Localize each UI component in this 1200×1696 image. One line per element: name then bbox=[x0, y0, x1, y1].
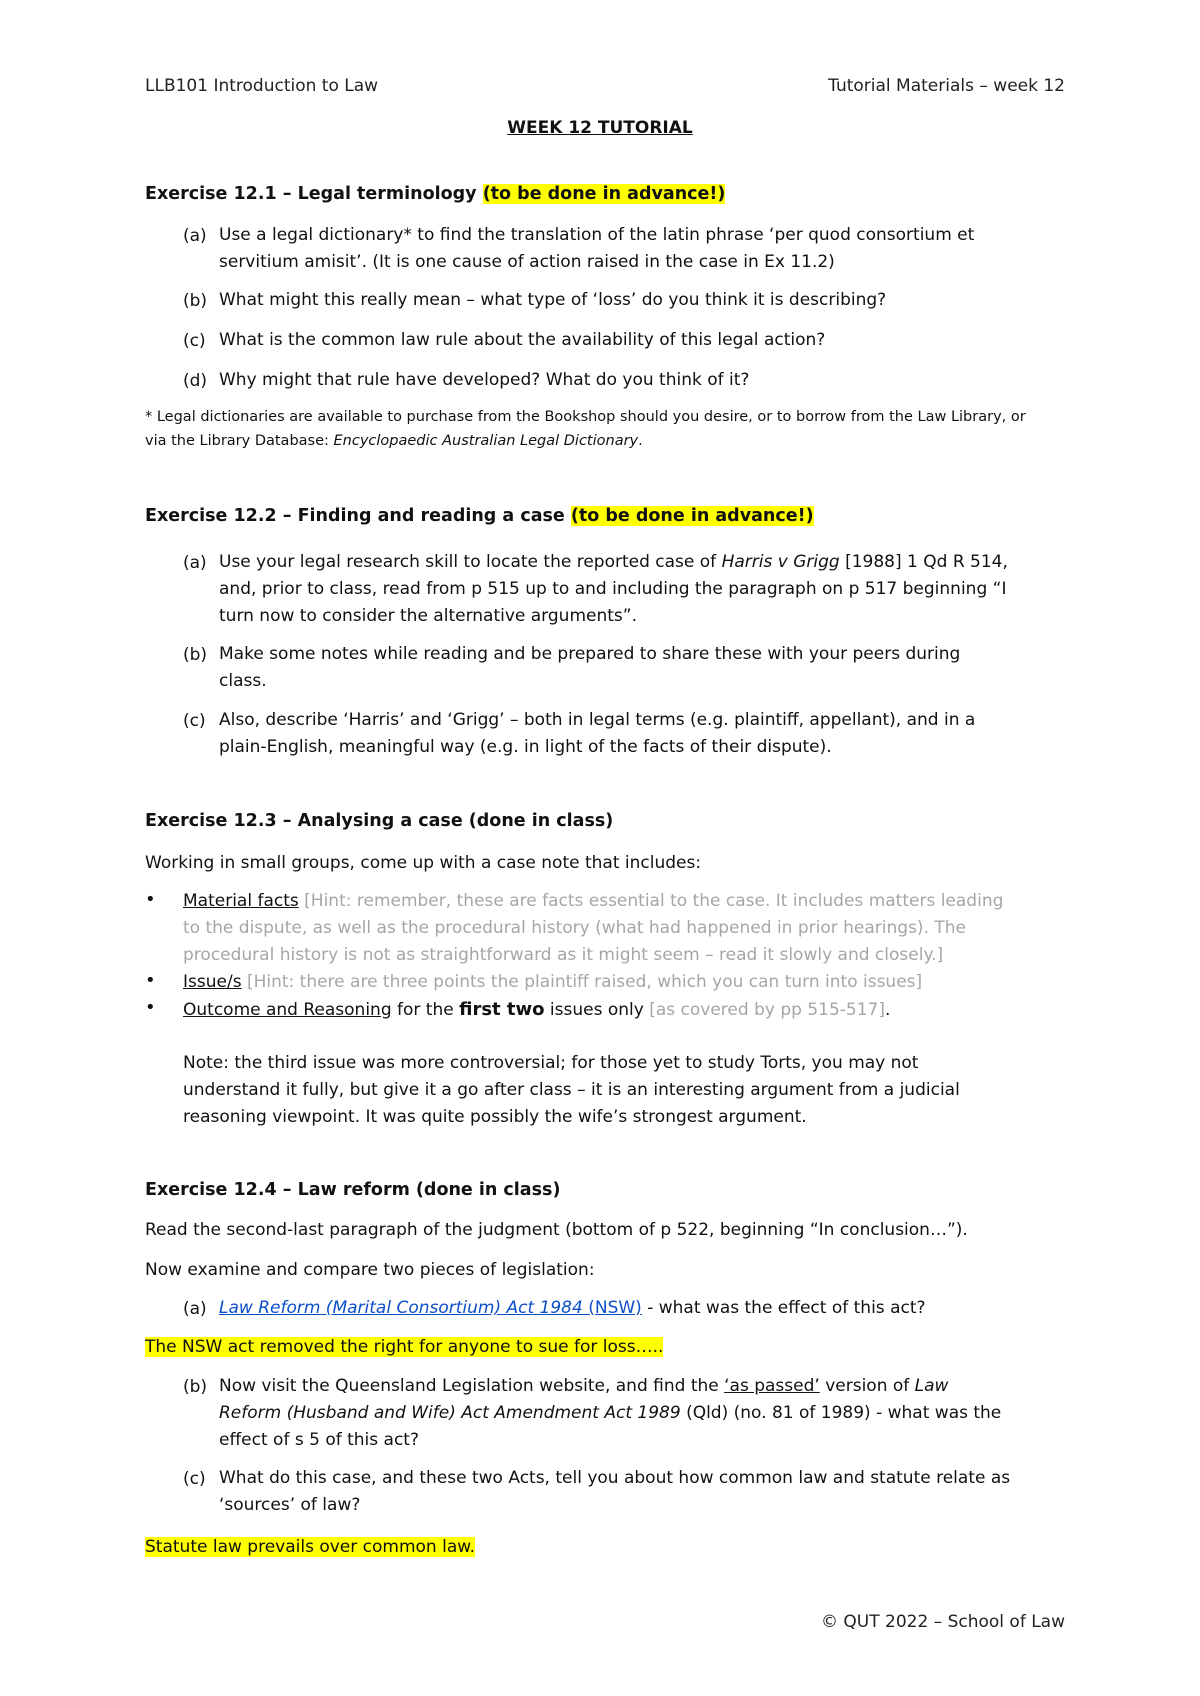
ex2-c-line1: Also, describe ‘Harris’ and ‘Grigg’ – both in legal terms (e.g. plaintiff, appellant), and in a bbox=[219, 710, 976, 730]
ex3-bullet2 bbox=[183, 969, 922, 996]
ex2-a-text: Use your legal research skill to locate the reported case of bbox=[219, 552, 722, 572]
exercise-12-1-title: Exercise 12.1 – Legal terminology bbox=[145, 184, 483, 204]
ex4-c-label: (c) bbox=[183, 1469, 206, 1489]
highlighted-answer: Statute law prevails over common law. bbox=[145, 1537, 475, 1557]
ex3-note-line2: understand it fully, but give it a go after class – it is an interesting argument from a judicial bbox=[183, 1080, 960, 1100]
ex1-d-line: Why might that rule have developed? What do you think of it? bbox=[219, 370, 750, 390]
exercise-12-3-heading: Exercise 12.3 – Analysing a case (done in class) bbox=[145, 811, 614, 831]
outcome-reasoning-label: Outcome and Reasoning bbox=[183, 1000, 392, 1020]
ex2-b-line2: class. bbox=[219, 671, 267, 691]
bullet-icon: • bbox=[145, 970, 156, 991]
case-name: Harris v Grigg bbox=[721, 552, 840, 572]
exercise-12-4-heading: Exercise 12.4 – Law reform (done in class) bbox=[145, 1180, 561, 1200]
ex4-b-line2 bbox=[219, 1400, 1001, 1427]
ex1-d-label: (d) bbox=[183, 371, 208, 391]
ex2-a-line3: turn now to consider the alternative arguments”. bbox=[219, 606, 637, 626]
exercise-12-2-heading bbox=[145, 506, 814, 526]
ex2-b-line1: Make some notes while reading and be prepared to share these with your peers during bbox=[219, 644, 961, 664]
ex2-a-line1 bbox=[219, 549, 1008, 576]
bullet3-text-2: issues only bbox=[544, 1000, 650, 1020]
bullet-icon: • bbox=[145, 997, 156, 1018]
ex3-bullet1-line3: procedural history is not as straightforward as it might seem – read it slowly and closely.] bbox=[183, 945, 944, 965]
bullet3-text: for the bbox=[391, 1000, 460, 1020]
nsw-jurisdiction-link[interactable]: (NSW) bbox=[582, 1298, 642, 1318]
ex1-a-line1: Use a legal dictionary* to find the translation of the latin phrase ‘per quod consortium et bbox=[219, 225, 975, 245]
ex2-c-line2: plain-English, meaningful way (e.g. in light of the facts of their dispute). bbox=[219, 737, 832, 757]
footnote-text: via the Library Database: bbox=[145, 433, 334, 449]
footnote-dictionary-title: Encyclopaedic Australian Legal Dictionary bbox=[333, 433, 639, 449]
ex3-note-line3: reasoning viewpoint. It was quite possibly the wife’s strongest argument. bbox=[183, 1107, 807, 1127]
exercise-12-2-title: Exercise 12.2 – Finding and reading a case bbox=[145, 506, 571, 526]
bullet-icon: • bbox=[145, 889, 156, 910]
nsw-act-link[interactable]: Law Reform (Marital Consortium) Act 1984 bbox=[219, 1298, 583, 1318]
ex1-b-label: (b) bbox=[183, 291, 208, 311]
qld-act-title-part2: Reform (Husband and Wife) Act Amendment Act 1989 bbox=[219, 1403, 681, 1423]
ex1-a-label: (a) bbox=[183, 226, 207, 246]
ex4-answer-2 bbox=[145, 1534, 475, 1561]
material-facts-label: Material facts bbox=[183, 891, 299, 911]
ex1-c-label: (c) bbox=[183, 331, 206, 351]
exercise-12-1-heading bbox=[145, 184, 725, 204]
footer-copyright: © QUT 2022 – School of Law bbox=[820, 1612, 1065, 1632]
pages-covered-hint: [as covered by pp 515-517] bbox=[649, 1000, 885, 1020]
issues-hint: [Hint: there are three points the plaintiff raised, which you can turn into issues] bbox=[241, 972, 923, 992]
ex2-a-label: (a) bbox=[183, 553, 207, 573]
issues-label: Issue/s bbox=[183, 972, 242, 992]
highlighted-answer: The NSW act removed the right for anyone to sue for loss….. bbox=[145, 1337, 664, 1357]
page-title: WEEK 12 TUTORIAL bbox=[507, 118, 693, 138]
ex1-footnote-line2 bbox=[145, 429, 643, 453]
ex4-a-question: - what was the effect of this act? bbox=[641, 1298, 926, 1318]
ex4-b-text: Now visit the Queensland Legislation website, and find the bbox=[219, 1376, 725, 1396]
ex4-b-text-3: (Qld) (no. 81 of 1989) - what was the bbox=[680, 1403, 1002, 1423]
ex3-bullet3 bbox=[183, 996, 890, 1024]
ex2-a-line2: and, prior to class, read from p 515 up to and including the paragraph on p 517 beginning “I bbox=[219, 579, 1007, 599]
case-citation: [1988] 1 Qd R 514, bbox=[839, 552, 1008, 572]
ex4-paragraph1: Read the second-last paragraph of the judgment (bottom of p 522, beginning “In conclusion…”). bbox=[145, 1220, 968, 1240]
ex4-answer-1 bbox=[145, 1334, 663, 1361]
first-two-emphasis: first two bbox=[459, 999, 545, 1020]
ex4-c-line1: What do this case, and these two Acts, tell you about how common law and statute relate as bbox=[219, 1468, 1011, 1488]
ex3-note-line1: Note: the third issue was more controversial; for those yet to study Torts, you may not bbox=[183, 1053, 919, 1073]
ex4-a-line bbox=[219, 1295, 926, 1322]
qld-act-title-part1: Law bbox=[914, 1376, 949, 1396]
exercise-12-1-highlight: (to be done in advance!) bbox=[482, 184, 726, 204]
header-materials: Tutorial Materials – week 12 bbox=[828, 76, 1065, 96]
footnote-period: . bbox=[638, 433, 643, 449]
ex4-b-line3: effect of s 5 of this act? bbox=[219, 1430, 419, 1450]
ex4-c-line2: ‘sources’ of law? bbox=[219, 1495, 361, 1515]
ex1-b-line: What might this really mean – what type of ‘loss’ do you think it is describing? bbox=[219, 290, 887, 310]
ex2-c-label: (c) bbox=[183, 711, 206, 731]
as-passed-term: ‘as passed’ bbox=[724, 1376, 820, 1396]
ex1-footnote-line1: * Legal dictionaries are available to purchase from the Bookshop should you desire, or to borrow from the Law Library, or bbox=[145, 409, 1026, 425]
exercise-12-2-highlight: (to be done in advance!) bbox=[570, 506, 814, 526]
ex4-b-label: (b) bbox=[183, 1377, 208, 1397]
material-facts-hint: [Hint: remember, these are facts essential to the case. It includes matters leading bbox=[298, 891, 1004, 911]
ex4-b-line1 bbox=[219, 1373, 948, 1400]
ex4-b-text-2: version of bbox=[819, 1376, 915, 1396]
ex4-paragraph2: Now examine and compare two pieces of legislation: bbox=[145, 1260, 595, 1280]
ex3-bullet1-line1 bbox=[183, 888, 1003, 915]
ex3-intro: Working in small groups, come up with a case note that includes: bbox=[145, 853, 702, 873]
ex1-a-line2: servitium amisit’. (It is one cause of action raised in the case in Ex 11.2) bbox=[219, 252, 835, 272]
ex2-b-label: (b) bbox=[183, 645, 208, 665]
bullet3-period: . bbox=[885, 1000, 891, 1020]
ex1-c-line: What is the common law rule about the availability of this legal action? bbox=[219, 330, 826, 350]
ex4-a-label: (a) bbox=[183, 1299, 207, 1319]
ex3-bullet1-line2: to the dispute, as well as the procedural history (what had happened in prior hearings). The bbox=[183, 918, 966, 938]
header-course: LLB101 Introduction to Law bbox=[145, 76, 379, 96]
